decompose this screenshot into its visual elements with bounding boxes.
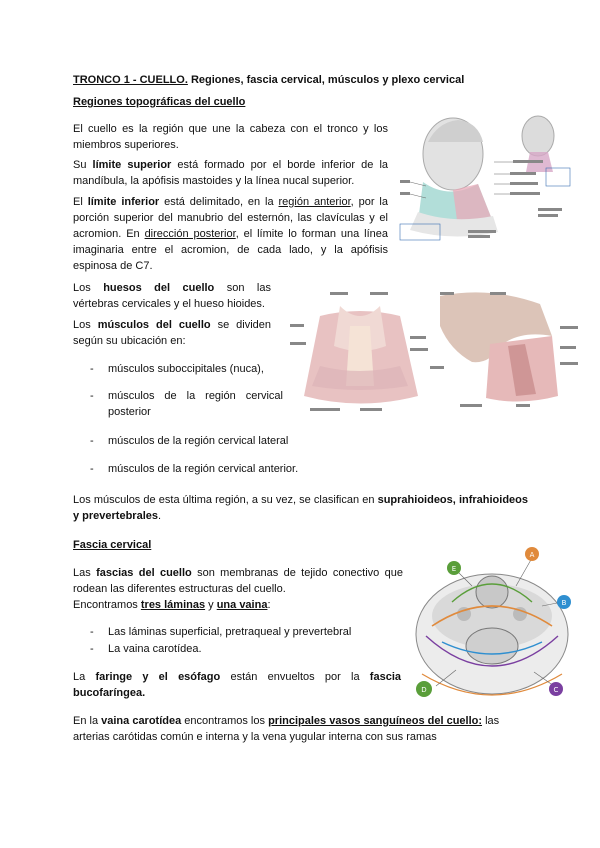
fascia-cross-section-illustration	[412, 546, 572, 704]
paragraph-intro: El cuello es la región que une la cabeza con el tronco y los miembros superiores.	[73, 123, 388, 151]
list-item: - La vaina carotídea.	[90, 643, 202, 655]
neck-muscles-illustration	[290, 286, 580, 420]
label-d: D	[421, 686, 427, 694]
paragraph-musculos: Los músculos del cuello se dividen según su ubicación en:	[73, 319, 272, 347]
paragraph-vaina: En la vaina carotídea encontramos los principales vasos sanguíneos del cuello: las arterias carótidas común e interna y la vena yugular interna con sus ramas	[73, 715, 500, 743]
section-heading-fascia: Fascia cervical	[73, 539, 152, 551]
list-item: - músculos suboccipitales (nuca),	[90, 363, 264, 375]
label-c: C	[553, 686, 559, 694]
paragraph-limite-superior: Su límite superior está formado por el borde inferior de la mandíbula, la apófisis mastoides y la línea nucal superior.	[73, 159, 389, 187]
paragraph-laminas: Encontramos tres láminas y una vaina:	[73, 599, 271, 611]
paragraph-faringe: La faringe y el esófago están envueltos por la fascia bucofaríngea.	[73, 671, 401, 699]
list-item: - Las láminas superficial, pretraqueal y prevertebral	[90, 626, 352, 638]
list-item: - músculos de la región cervical anterior.	[90, 463, 299, 475]
page-title: TRONCO 1 - CUELLO. Regiones, fascia cervical, músculos y plexo cervical	[73, 74, 465, 86]
section-heading-regiones: Regiones topográficas del cuello	[73, 96, 246, 108]
label-e: E	[451, 565, 457, 573]
label-a: A	[529, 551, 535, 559]
paragraph-huesos: Los huesos del cuello son las vértebras cervicales y el hueso hioides.	[73, 282, 271, 310]
paragraph-clasificacion: Los músculos de esta última región, a su vez, se clasifican en suprahioideos, infrahioideos y prevertebrales.	[73, 494, 529, 522]
label-b: B	[561, 599, 567, 607]
paragraph-limite-inferior: El límite inferior está delimitado, en la región anterior, por la porción superior del manubrio del esternón, las clavículas y el acromion. En dirección posterior, el límite lo forman una línea imaginaria entre el acromion, de cada lado, y la apófisis espinosa de C7.	[73, 196, 388, 272]
list-item: - músculos de la región cervical lateral	[90, 435, 289, 447]
neck-regions-illustration	[398, 112, 576, 244]
list-item: - músculos de la región cervical posterior	[90, 390, 283, 418]
paragraph-fascias: Las fascias del cuello son membranas de tejido conectivo que rodean las diferentes estructuras del cuello.	[73, 567, 403, 595]
